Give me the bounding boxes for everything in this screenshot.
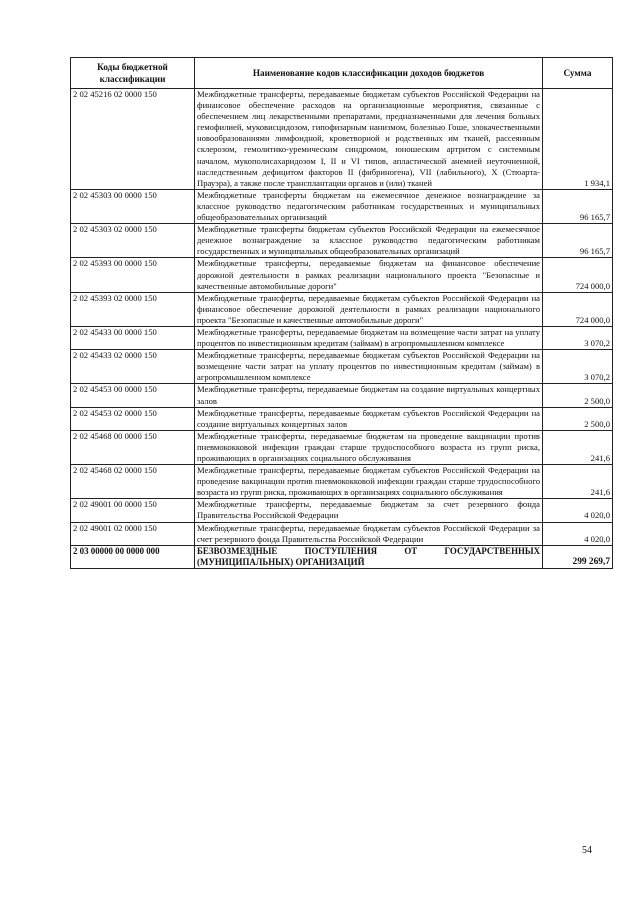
code-cell: 2 02 45433 00 0000 150 — [71, 326, 195, 349]
name-cell: Межбюджетные трансферты, передаваемые бюджетам на возмещение части затрат на уплату процентов по инвестиционным кредитам (займам) в агропромышленном комплексе — [195, 326, 543, 349]
code-cell: 2 02 45303 02 0000 150 — [71, 224, 195, 258]
table-row — [71, 89, 613, 190]
page-number: 54 — [582, 845, 592, 856]
name-cell: Межбюджетные трансферты, передаваемые бюджетам субъектов Российской Федерации на финансовое обеспечение расходов на организационные мероприятия, связанные с обеспечением лиц лекарственными препаратами, предназначенными для лечения больных гемофилией, муковисцидозом, гипофизарным нанизмом, болезнью Гоше, злокачественными новообразованиями лимфоидной, кроветворной и родственных им тканей, рассеянным склерозом, гемолитико-уремическим синдромом, юношеским артритом с системным началом, мукополисахаридозом I, II и VI типов, апластической анемией неуточненной, наследственным дефицитом факторов II (фибриногена), VII (лабильного), X (Стюарта-Прауэра), а также после трансплантации органов и (или) тканей — [195, 89, 543, 190]
name-cell: Межбюджетные трансферты бюджетам субъектов Российской Федерации на ежемесячное денежное вознаграждение за классное руководство педагогическим работникам государственных и муниципальных общеобразовательных организаций — [195, 224, 543, 258]
sum-cell: 2 500,0 — [543, 407, 613, 430]
table-row — [71, 258, 613, 292]
sum-cell: 96 165,7 — [543, 224, 613, 258]
code-cell: 2 02 45433 02 0000 150 — [71, 350, 195, 384]
table-row — [71, 326, 613, 349]
code-cell: 2 03 00000 00 0000 000 — [71, 545, 195, 568]
table-row — [71, 384, 613, 407]
name-cell: Межбюджетные трансферты, передаваемые бюджетам на проведение вакцинации против пневмококковой инфекции граждан старше трудоспособного возраста из групп риска, проживающих в организациях социального обслуживания — [195, 430, 543, 464]
name-cell: Межбюджетные трансферты, передаваемые бюджетам за счет резервного фонда Правительства Российской Федерации — [195, 499, 543, 522]
code-cell: 2 02 45453 02 0000 150 — [71, 407, 195, 430]
budget-classification-table — [70, 57, 613, 569]
table-row — [71, 499, 613, 522]
table-row — [71, 292, 613, 326]
table-row — [71, 522, 613, 545]
budget-table-container — [70, 57, 612, 569]
table-row — [71, 407, 613, 430]
code-cell: 2 02 49001 00 0000 150 — [71, 499, 195, 522]
name-cell: Межбюджетные трансферты, передаваемые бюджетам субъектов Российской Федерации на финансовое обеспечение дорожной деятельности в рамках реализации национального проекта "Безопасные и качественные автомобильные дороги" — [195, 292, 543, 326]
sum-cell: 96 165,7 — [543, 189, 613, 223]
code-cell: 2 02 45453 00 0000 150 — [71, 384, 195, 407]
name-cell: Межбюджетные трансферты, передаваемые бюджетам субъектов Российской Федерации на создание виртуальных концертных залов — [195, 407, 543, 430]
sum-cell: 4 020,0 — [543, 499, 613, 522]
header-code: Коды бюджетной классификации — [71, 58, 195, 89]
sum-cell: 724 000,0 — [543, 258, 613, 292]
table-row — [71, 224, 613, 258]
name-cell: Межбюджетные трансферты, передаваемые бюджетам на финансовое обеспечение дорожной деятельности в рамках реализации национального проекта "Безопасные и качественные автомобильные дороги" — [195, 258, 543, 292]
name-cell: Межбюджетные трансферты, передаваемые бюджетам на создание виртуальных концертных залов — [195, 384, 543, 407]
code-cell: 2 02 45393 02 0000 150 — [71, 292, 195, 326]
sum-cell: 1 934,1 — [543, 89, 613, 190]
table-row — [71, 430, 613, 464]
code-cell: 2 02 45303 00 0000 150 — [71, 189, 195, 223]
sum-cell: 241,6 — [543, 430, 613, 464]
table-body — [71, 89, 613, 569]
sum-cell: 241,6 — [543, 465, 613, 499]
sum-cell: 3 070,2 — [543, 350, 613, 384]
header-sum: Сумма — [543, 58, 613, 89]
sum-cell: 4 020,0 — [543, 522, 613, 545]
table-row — [71, 189, 613, 223]
sum-cell: 2 500,0 — [543, 384, 613, 407]
sum-cell: 3 070,2 — [543, 326, 613, 349]
code-cell: 2 02 45216 02 0000 150 — [71, 89, 195, 190]
sum-cell: 299 269,7 — [543, 545, 613, 568]
code-cell: 2 02 45468 00 0000 150 — [71, 430, 195, 464]
code-cell: 2 02 45468 02 0000 150 — [71, 465, 195, 499]
name-cell: Межбюджетные трансферты бюджетам на ежемесячное денежное вознаграждение за классное руководство педагогическим работникам государственных и муниципальных общеобразовательных организаций — [195, 189, 543, 223]
name-cell: Межбюджетные трансферты, передаваемые бюджетам субъектов Российской Федерации за счет резервного фонда Правительства Российской Федерации — [195, 522, 543, 545]
name-cell: Межбюджетные трансферты, передаваемые бюджетам субъектов Российской Федерации на возмещение части затрат на уплату процентов по инвестиционным кредитам (займам) в агропромышленном комплексе — [195, 350, 543, 384]
code-cell: 2 02 49001 02 0000 150 — [71, 522, 195, 545]
table-header-row — [71, 58, 613, 89]
code-cell: 2 02 45393 00 0000 150 — [71, 258, 195, 292]
table-total-row — [71, 545, 613, 568]
name-cell: БЕЗВОЗМЕЗДНЫЕ ПОСТУПЛЕНИЯ ОТ ГОСУДАРСТВЕННЫХ (МУНИЦИПАЛЬНЫХ) ОРГАНИЗАЦИЙ — [195, 545, 543, 568]
name-cell: Межбюджетные трансферты, передаваемые бюджетам субъектов Российской Федерации на проведение вакцинации против пневмококковой инфекции граждан старше трудоспособного возраста из групп риска, проживающих в организациях социального обслуживания — [195, 465, 543, 499]
table-row — [71, 350, 613, 384]
header-name: Наименование кодов классификации доходов бюджетов — [195, 58, 543, 89]
sum-cell: 724 000,0 — [543, 292, 613, 326]
table-row — [71, 465, 613, 499]
